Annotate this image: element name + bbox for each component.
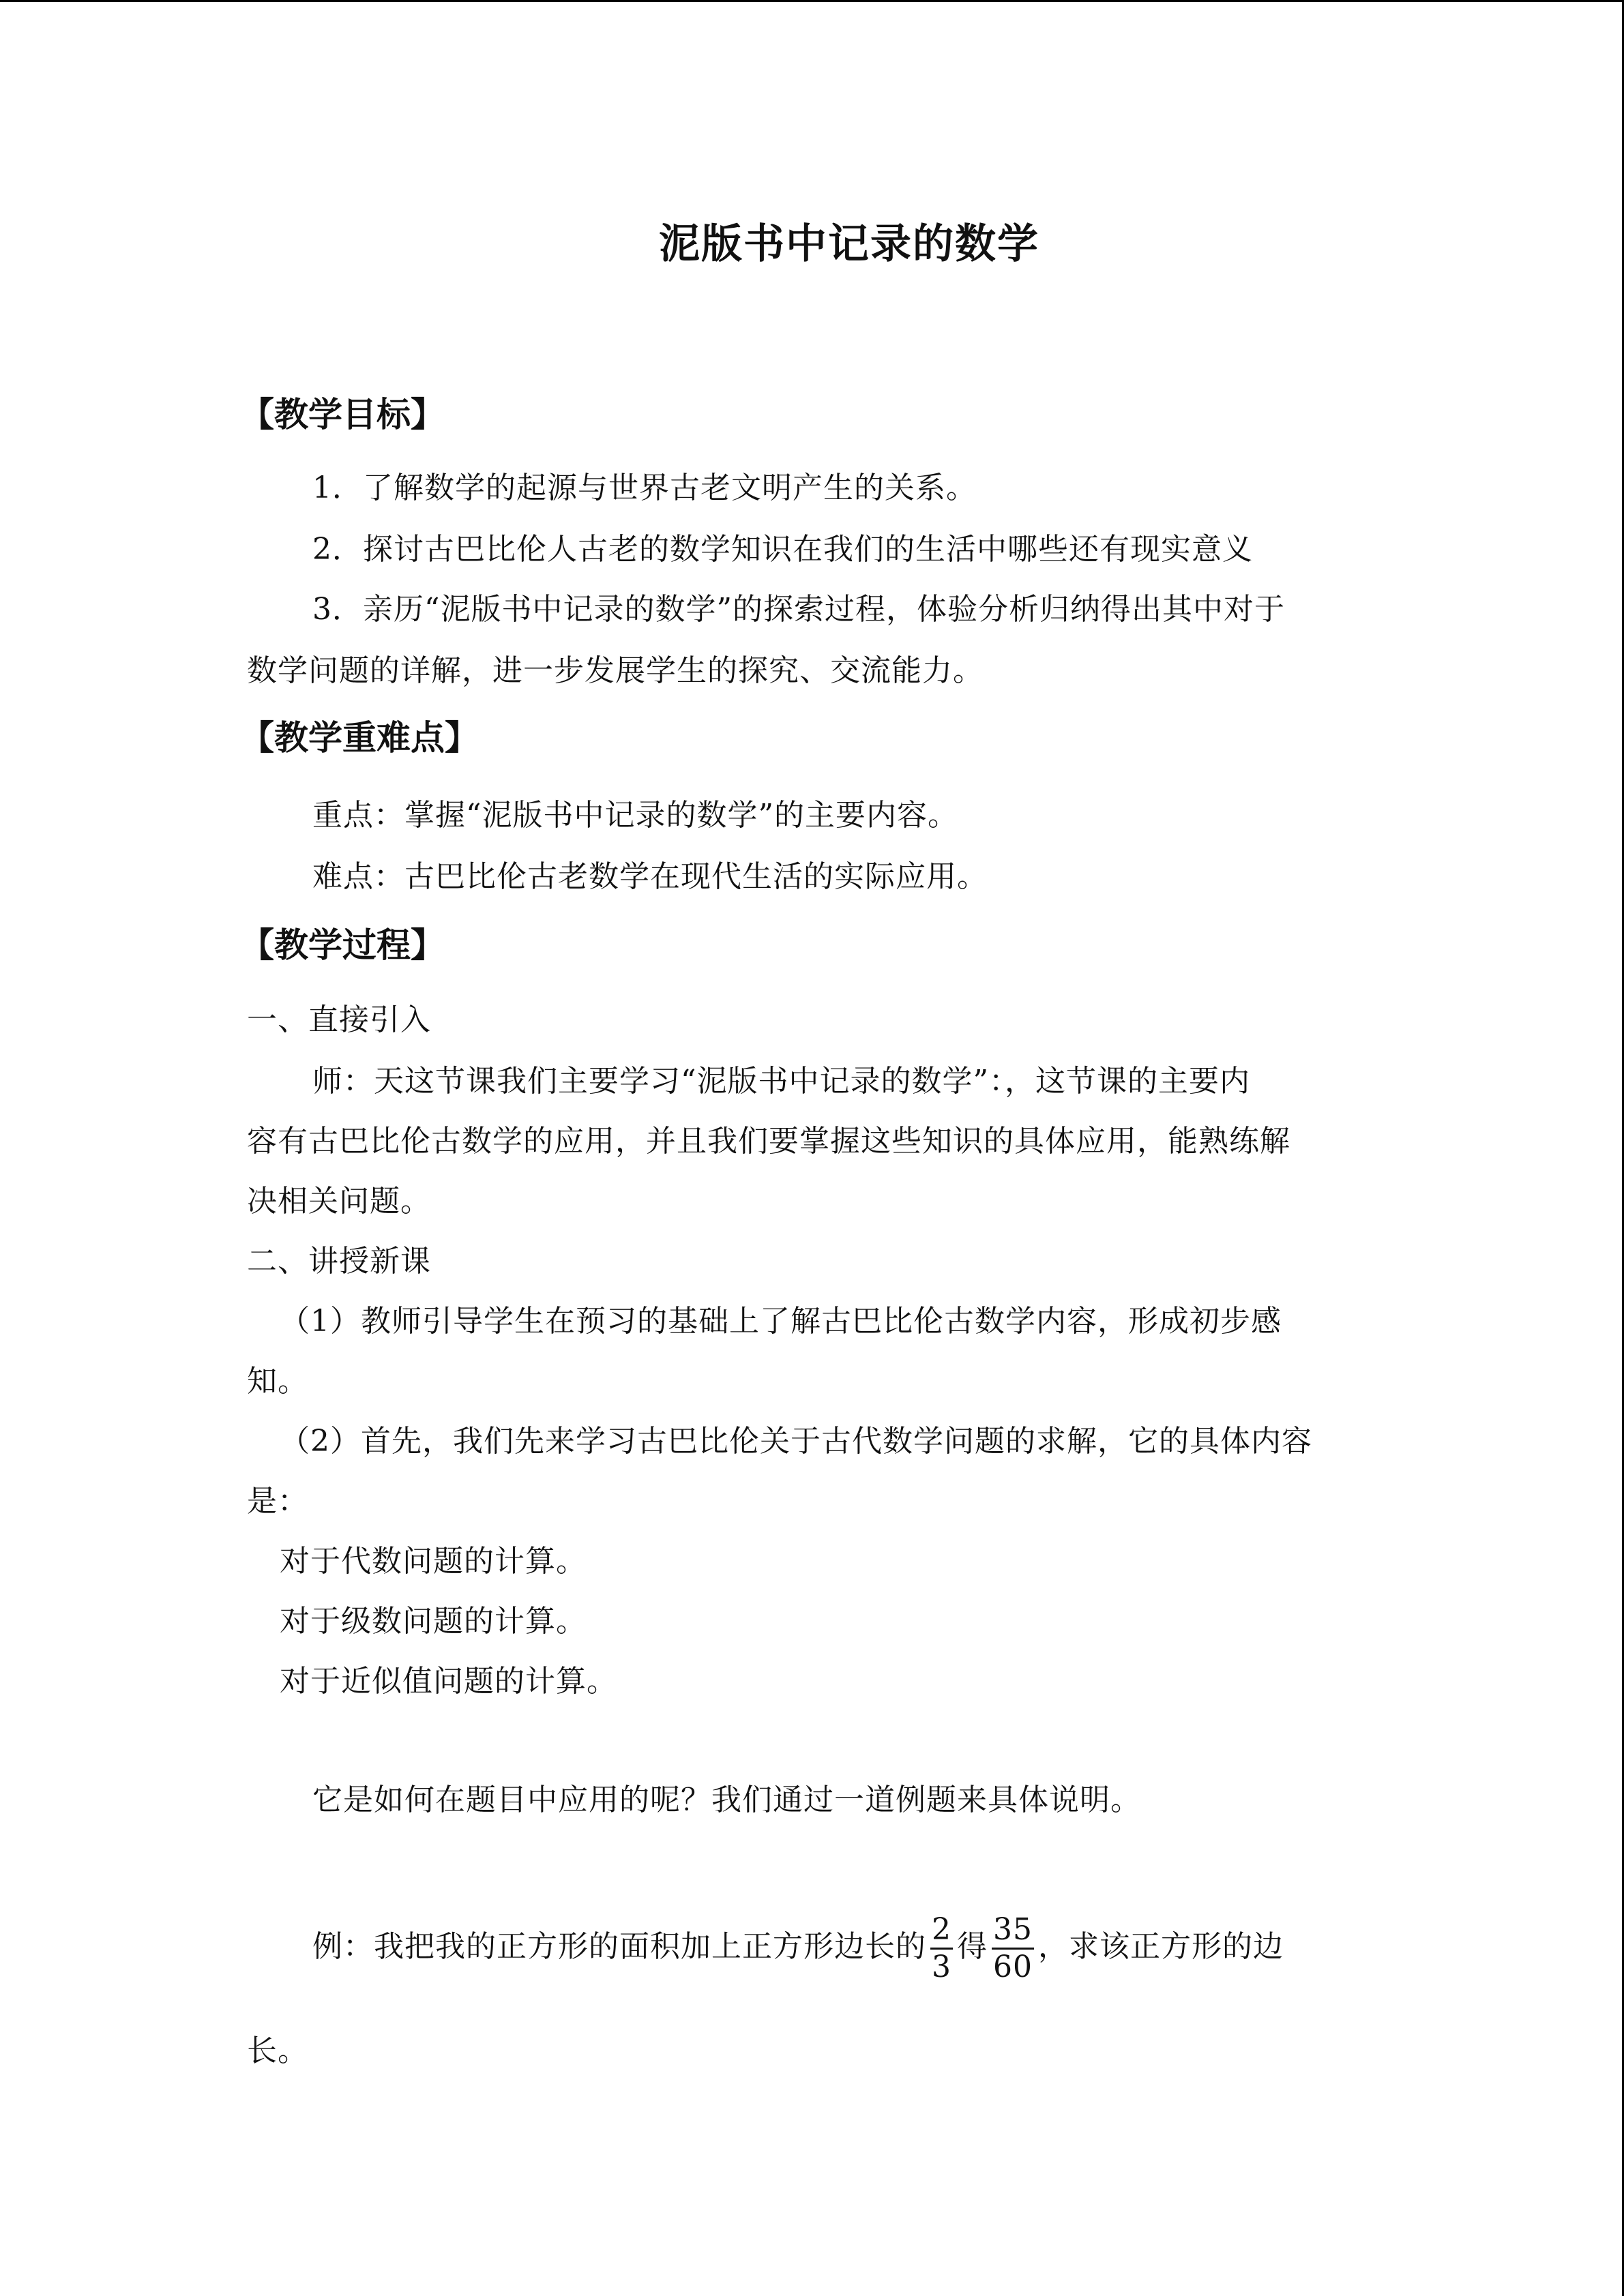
list-item-algebra: 对于代数问题的计算。 [280,1544,587,1579]
paragraph-2-line-2: 是： [247,1484,308,1519]
key-point: 重点：掌握“泥版书中记录的数学”的主要内容。 [312,798,958,833]
goal-item-3-line-2: 数学问题的详解，进一步发展学生的探究、交流能力。 [247,653,984,688]
example-line-2: 长。 [247,2033,308,2068]
list-item-approximation: 对于近似值问题的计算。 [280,1664,617,1699]
section-1-heading: 一、直接引入 [247,1002,431,1037]
heading-teaching-goals: 【教学目标】 [240,394,445,434]
fraction-1-denominator: 3 [932,1950,951,1984]
page-top-border [0,0,1624,2]
example-text-part-1: 例：我把我的正方形的面积加上正方形边长的 [312,1929,926,1964]
paragraph-2-line-1: （2）首先，我们先来学习古巴比伦关于古代数学问题的求解，它的具体内容 [280,1424,1312,1459]
document-title: 泥版书中记录的数学 [659,220,1039,268]
example-text-part-2: 得 [957,1929,988,1964]
fraction-35-60 [992,1912,1034,1985]
heading-teaching-process: 【教学过程】 [240,925,445,965]
list-item-series: 对于级数问题的计算。 [280,1604,587,1639]
difficult-point: 难点：古巴比伦古老数学在现代生活的实际应用。 [312,859,988,894]
goal-item-1: 1．了解数学的起源与世界古老文明产生的关系。 [312,471,977,505]
fraction-2-numerator: 35 [992,1912,1034,1950]
example-line-1 [312,1909,1284,1985]
paragraph-1-line-2: 知。 [247,1364,308,1399]
paragraph-1-line-1: （1）教师引导学生在预习的基础上了解古巴比伦古数学内容，形成初步感 [280,1304,1282,1339]
fraction-1-numerator: 2 [930,1912,953,1950]
goal-item-3-line-1: 3．亲历“泥版书中记录的数学”的探索过程，体验分析归纳得出其中对于 [312,592,1285,627]
intro-line-1: 师：天这节课我们主要学习“泥版书中记录的数学”：，这节课的主要内 [312,1064,1250,1099]
section-2-heading: 二、讲授新课 [247,1244,431,1279]
fraction-2-denominator: 60 [993,1950,1033,1984]
heading-key-points: 【教学重难点】 [240,717,479,758]
transition-sentence: 它是如何在题目中应用的呢？我们通过一道例题来具体说明。 [312,1783,1141,1817]
goal-item-2: 2．探讨古巴比伦人古老的数学知识在我们的生活中哪些还有现实意义 [312,532,1253,567]
intro-line-2: 容有古巴比伦古数学的应用，并且我们要掌握这些知识的具体应用，能熟练解 [247,1124,1290,1159]
intro-line-3: 决相关问题。 [247,1184,431,1219]
fraction-two-thirds [930,1912,953,1985]
example-text-part-3: ，求该正方形的边 [1038,1929,1284,1964]
